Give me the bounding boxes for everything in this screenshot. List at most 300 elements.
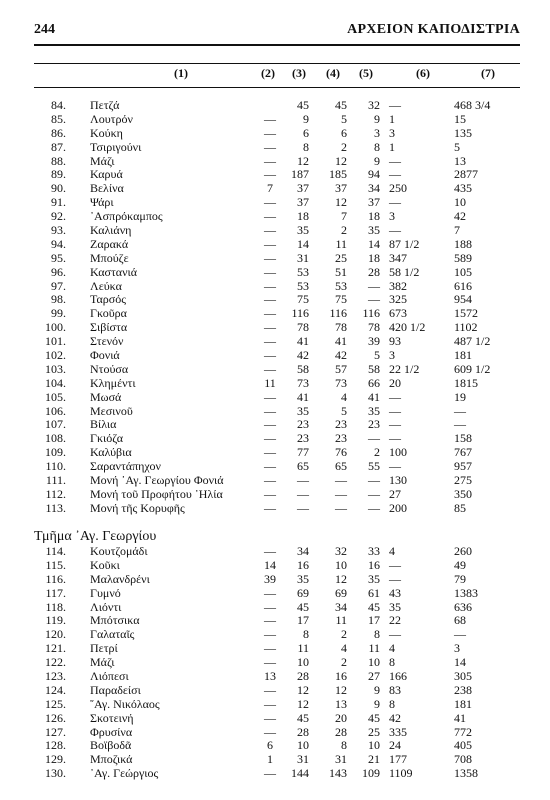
column-header-7: (7) <box>481 66 495 80</box>
place-name: Σαραντάπηχον <box>90 459 161 474</box>
cell-col-5: 34 <box>368 181 380 196</box>
cell-col-6: 382 <box>389 278 407 293</box>
cell-col-5: 10 <box>368 738 380 753</box>
row-number: 111. <box>45 473 66 488</box>
place-name: Καστανιά <box>90 264 138 279</box>
cell-col-3: 58 <box>297 361 309 376</box>
cell-col-4: — <box>335 473 347 488</box>
row-number: 105. <box>45 389 66 404</box>
table-body-section <box>34 545 520 781</box>
cell-col-5: — <box>368 500 380 515</box>
cell-col-2: — <box>264 334 276 349</box>
cell-col-7: 15 <box>454 111 466 126</box>
cell-col-6: 177 <box>389 752 407 767</box>
cell-col-7: 49 <box>454 557 466 572</box>
table-row <box>34 168 520 182</box>
cell-col-4: 57 <box>335 361 347 376</box>
cell-col-4: 53 <box>335 278 347 293</box>
row-number: 103. <box>45 361 66 376</box>
cell-col-3: 12 <box>297 696 309 711</box>
cell-col-7: 1815 <box>454 375 478 390</box>
table-row <box>34 753 520 767</box>
cell-col-7: 1102 <box>454 320 478 335</box>
table-row <box>34 739 520 753</box>
cell-col-5: 78 <box>368 320 380 335</box>
row-number: 97. <box>51 278 66 293</box>
cell-col-4: 12 <box>335 195 347 210</box>
cell-col-5: 33 <box>368 544 380 558</box>
cell-col-2: — <box>264 655 276 670</box>
cell-col-6: 1109 <box>389 766 413 781</box>
row-number: 109. <box>45 445 66 460</box>
cell-col-4: 5 <box>341 111 347 126</box>
cell-col-4: 23 <box>335 417 347 432</box>
cell-col-6: — <box>389 557 401 572</box>
cell-col-2: — <box>264 585 276 600</box>
cell-col-3: 69 <box>297 585 309 600</box>
cell-col-7: 10 <box>454 195 466 210</box>
cell-col-5: 18 <box>368 250 380 265</box>
cell-col-6: — <box>389 167 401 182</box>
cell-col-2: — <box>264 111 276 126</box>
cell-col-7: — <box>454 417 466 432</box>
cell-col-6: 4 <box>389 641 395 656</box>
cell-col-2: — <box>264 724 276 739</box>
cell-col-2: — <box>264 236 276 251</box>
cell-col-2: — <box>264 292 276 307</box>
cell-col-3: 187 <box>291 167 309 182</box>
column-header-6: (6) <box>416 66 430 80</box>
cell-col-6: 35 <box>389 599 401 614</box>
cell-col-2: 1 <box>267 752 273 767</box>
cell-col-5: 10 <box>368 655 380 670</box>
cell-col-4: 116 <box>329 306 347 321</box>
place-name: Μεσινοῦ <box>90 403 133 418</box>
row-number: 89. <box>51 167 66 182</box>
place-name: Μπούζε <box>90 250 129 265</box>
cell-col-4: 73 <box>335 375 347 390</box>
cell-col-5: — <box>368 486 380 501</box>
cell-col-4: 32 <box>335 544 347 558</box>
cell-col-3: 77 <box>297 445 309 460</box>
cell-col-4: 45 <box>335 98 347 112</box>
table-row <box>34 113 520 127</box>
cell-col-7: — <box>454 627 466 642</box>
cell-col-2: — <box>264 139 276 154</box>
cell-col-6: 3 <box>389 348 395 363</box>
table-row <box>34 238 520 252</box>
cell-col-7: 2877 <box>454 167 478 182</box>
table-row <box>34 307 520 321</box>
cell-col-2: — <box>264 627 276 642</box>
place-name: ᾿Αγ. Γεώργιος <box>90 766 159 781</box>
cell-col-7: 954 <box>454 292 472 307</box>
cell-col-6: 22 1/2 <box>389 361 420 376</box>
table-row <box>34 377 520 391</box>
place-name: Μάζι <box>90 655 115 670</box>
cell-col-6: 420 1/2 <box>389 320 426 335</box>
cell-col-7: 85 <box>454 500 466 515</box>
cell-col-2: 13 <box>264 669 276 684</box>
place-name: Μονή ᾿Αγ. Γεωργίου Φονιά <box>90 473 224 488</box>
cell-col-3: 65 <box>297 459 309 474</box>
cell-col-7: 68 <box>454 613 466 628</box>
row-number: 108. <box>45 431 66 446</box>
cell-col-3: 18 <box>297 209 309 224</box>
row-number: 126. <box>45 710 66 725</box>
cell-col-5: — <box>368 278 380 293</box>
place-name: Καλιάνη <box>90 223 132 238</box>
column-header-rule-top <box>34 63 520 64</box>
cell-col-4: — <box>335 500 347 515</box>
row-number: 106. <box>45 403 66 418</box>
cell-col-6: 8 <box>389 696 395 711</box>
cell-col-4: 23 <box>335 431 347 446</box>
cell-col-7: 636 <box>454 599 472 614</box>
table-row <box>34 460 520 474</box>
row-number: 98. <box>51 292 66 307</box>
cell-col-6: — <box>389 431 401 446</box>
cell-col-7: — <box>454 403 466 418</box>
column-header-3: (3) <box>292 66 306 80</box>
cell-col-3: 37 <box>297 195 309 210</box>
column-header-rule-bottom <box>34 87 520 88</box>
cell-col-4: 2 <box>341 627 347 642</box>
row-number: 124. <box>45 682 66 697</box>
cell-col-7: 158 <box>454 431 472 446</box>
place-name: Ψάρι <box>90 195 114 210</box>
cell-col-7: 589 <box>454 250 472 265</box>
cell-col-5: 35 <box>368 403 380 418</box>
table-row <box>34 432 520 446</box>
cell-col-5: 9 <box>374 111 380 126</box>
row-number: 125. <box>45 696 66 711</box>
place-name: Σιβίστα <box>90 320 128 335</box>
cell-col-2: — <box>264 306 276 321</box>
row-number: 115. <box>45 557 66 572</box>
place-name: Παραδείσι <box>90 682 141 697</box>
cell-col-4: 4 <box>341 389 347 404</box>
cell-col-2: — <box>264 417 276 432</box>
cell-col-3: 53 <box>297 264 309 279</box>
cell-col-3: 28 <box>297 724 309 739</box>
cell-col-3: — <box>297 486 309 501</box>
cell-col-3: 78 <box>297 320 309 335</box>
cell-col-3: 41 <box>297 334 309 349</box>
cell-col-6: 3 <box>389 125 395 140</box>
cell-col-7: 13 <box>454 153 466 168</box>
cell-col-6: 58 1/2 <box>389 264 420 279</box>
cell-col-6: 43 <box>389 585 401 600</box>
cell-col-2: — <box>264 125 276 140</box>
place-name: Κλημέντι <box>90 375 136 390</box>
cell-col-5: 8 <box>374 627 380 642</box>
cell-col-3: 45 <box>297 710 309 725</box>
cell-col-2: 14 <box>264 557 276 572</box>
cell-col-4: 12 <box>335 682 347 697</box>
table-row <box>34 601 520 615</box>
cell-col-7: 957 <box>454 459 472 474</box>
cell-col-5: 27 <box>368 669 380 684</box>
cell-col-4: — <box>335 486 347 501</box>
cell-col-2: 7 <box>267 181 273 196</box>
row-number: 113. <box>45 500 66 515</box>
cell-col-4: 37 <box>335 181 347 196</box>
cell-col-2: 6 <box>267 738 273 753</box>
cell-col-3: 23 <box>297 431 309 446</box>
place-name: ῞Αγ. Νικόλαος <box>90 696 160 711</box>
cell-col-5: 23 <box>368 417 380 432</box>
table-row <box>34 656 520 670</box>
cell-col-3: 41 <box>297 389 309 404</box>
place-name: Ταρσός <box>90 292 126 307</box>
cell-col-4: 78 <box>335 320 347 335</box>
cell-col-3: 23 <box>297 417 309 432</box>
header-rule <box>34 44 520 46</box>
cell-col-5: 9 <box>374 696 380 711</box>
place-name: Καρυά <box>90 167 123 182</box>
place-name: Λιόντι <box>90 599 122 614</box>
cell-col-3: — <box>297 473 309 488</box>
place-name: Κοῦκι <box>90 557 120 572</box>
table-row <box>34 573 520 587</box>
place-name: Μονή τοῦ Προφήτου ᾿Ηλία <box>90 486 223 501</box>
cell-col-5: 61 <box>368 585 380 600</box>
table-row <box>34 182 520 196</box>
place-name: Βοϊβοδᾶ <box>90 738 132 753</box>
column-header-4: (4) <box>326 66 340 80</box>
cell-col-3: 35 <box>297 571 309 586</box>
cell-col-3: 45 <box>297 599 309 614</box>
cell-col-5: — <box>368 431 380 446</box>
cell-col-3: 6 <box>303 125 309 140</box>
cell-col-3: 53 <box>297 278 309 293</box>
cell-col-2: — <box>264 682 276 697</box>
cell-col-4: 65 <box>335 459 347 474</box>
cell-col-6: 347 <box>389 250 407 265</box>
table-row <box>34 726 520 740</box>
cell-col-5: 9 <box>374 682 380 697</box>
cell-col-5: 9 <box>374 153 380 168</box>
cell-col-6: 8 <box>389 655 395 670</box>
cell-col-5: 35 <box>368 571 380 586</box>
cell-col-7: 305 <box>454 669 472 684</box>
cell-col-4: 20 <box>335 710 347 725</box>
cell-col-6: 83 <box>389 682 401 697</box>
cell-col-2: — <box>264 445 276 460</box>
cell-col-6: 20 <box>389 375 401 390</box>
table-row <box>34 266 520 280</box>
cell-col-3: 12 <box>297 153 309 168</box>
cell-col-2: — <box>264 500 276 515</box>
cell-col-4: 13 <box>335 696 347 711</box>
cell-col-4: 185 <box>329 167 347 182</box>
cell-col-5: 11 <box>368 641 380 656</box>
table-row <box>34 712 520 726</box>
cell-col-7: 609 1/2 <box>454 361 491 376</box>
cell-col-2: — <box>264 361 276 376</box>
row-number: 87. <box>51 139 66 154</box>
row-number: 119. <box>45 613 66 628</box>
place-name: Στενόν <box>90 334 124 349</box>
cell-col-6: — <box>389 98 401 112</box>
cell-col-5: 32 <box>368 98 380 112</box>
column-header-5: (5) <box>359 66 373 80</box>
cell-col-3: 31 <box>297 250 309 265</box>
table-row <box>34 767 520 781</box>
row-number: 122. <box>45 655 66 670</box>
cell-col-5: 28 <box>368 264 380 279</box>
cell-col-2: — <box>264 348 276 363</box>
cell-col-2: — <box>264 766 276 781</box>
cell-col-5: 109 <box>362 766 380 781</box>
table-row <box>34 224 520 238</box>
cell-col-4: 2 <box>341 223 347 238</box>
table-row <box>34 99 520 113</box>
cell-col-3: 34 <box>297 544 309 558</box>
cell-col-3: 144 <box>291 766 309 781</box>
row-number: 91. <box>51 195 66 210</box>
cell-col-5: 16 <box>368 557 380 572</box>
cell-col-2: — <box>264 389 276 404</box>
cell-col-6: 42 <box>389 710 401 725</box>
cell-col-2: — <box>264 153 276 168</box>
cell-col-6: 130 <box>389 473 407 488</box>
cell-col-2: — <box>264 320 276 335</box>
page-number: 244 <box>34 22 55 37</box>
cell-col-2: — <box>264 250 276 265</box>
place-name: Γκιόζα <box>90 431 124 446</box>
cell-col-6: 325 <box>389 292 407 307</box>
row-number: 84. <box>51 98 66 112</box>
cell-col-7: 135 <box>454 125 472 140</box>
cell-col-5: 45 <box>368 710 380 725</box>
cell-col-7: 41 <box>454 710 466 725</box>
row-number: 112. <box>45 486 66 501</box>
cell-col-3: 28 <box>297 669 309 684</box>
cell-col-3: 35 <box>297 403 309 418</box>
cell-col-4: 51 <box>335 264 347 279</box>
cell-col-2: — <box>264 641 276 656</box>
place-name: Ζαρακά <box>90 236 129 251</box>
row-number: 118. <box>45 599 66 614</box>
cell-col-7: 105 <box>454 264 472 279</box>
cell-col-4: 76 <box>335 445 347 460</box>
row-number: 102. <box>45 348 66 363</box>
place-name: Πετρί <box>90 641 118 656</box>
cell-col-7: 19 <box>454 389 466 404</box>
table-row <box>34 293 520 307</box>
cell-col-3: 37 <box>297 181 309 196</box>
place-name: ᾿Ασπρόκαμπος <box>90 209 163 224</box>
cell-col-6: 1 <box>389 111 395 126</box>
table-row <box>34 502 520 516</box>
cell-col-7: 350 <box>454 486 472 501</box>
table-row <box>34 196 520 210</box>
cell-col-7: 14 <box>454 655 466 670</box>
row-number: 92. <box>51 209 66 224</box>
cell-col-2: — <box>264 431 276 446</box>
table-row <box>34 418 520 432</box>
cell-col-3: 9 <box>303 111 309 126</box>
cell-col-2: — <box>264 473 276 488</box>
row-number: 96. <box>51 264 66 279</box>
place-name: Καλύβια <box>90 445 132 460</box>
cell-col-6: — <box>389 417 401 432</box>
cell-col-4: 69 <box>335 585 347 600</box>
place-name: Λεύκα <box>90 278 122 293</box>
cell-col-5: 55 <box>368 459 380 474</box>
cell-col-3: 11 <box>297 641 309 656</box>
cell-col-6: 22 <box>389 613 401 628</box>
section-heading: Τμῆμα ᾿Αγ. Γεωργίου <box>34 529 157 544</box>
place-name: Φρυσίνα <box>90 724 133 739</box>
table-row <box>34 363 520 377</box>
place-name: Λουτρόν <box>90 111 133 126</box>
cell-col-4: 16 <box>335 669 347 684</box>
cell-col-2: — <box>264 167 276 182</box>
table-row <box>34 335 520 349</box>
column-header-1: (1) <box>174 66 188 80</box>
table-row <box>34 474 520 488</box>
table-row <box>34 155 520 169</box>
cell-col-7: 405 <box>454 738 472 753</box>
cell-col-5: — <box>368 292 380 307</box>
cell-col-7: 42 <box>454 209 466 224</box>
place-name: Γυμνό <box>90 585 121 600</box>
table-row <box>34 488 520 502</box>
cell-col-7: 772 <box>454 724 472 739</box>
cell-col-4: 28 <box>335 724 347 739</box>
cell-col-5: 18 <box>368 209 380 224</box>
cell-col-2: — <box>264 403 276 418</box>
cell-col-6: — <box>389 459 401 474</box>
cell-col-3: 8 <box>303 139 309 154</box>
cell-col-7: 5 <box>454 139 460 154</box>
cell-col-3: 8 <box>303 627 309 642</box>
table-row <box>34 321 520 335</box>
cell-col-3: 17 <box>297 613 309 628</box>
cell-col-5: 45 <box>368 599 380 614</box>
place-name: Μωσά <box>90 389 122 404</box>
cell-col-3: 31 <box>297 752 309 767</box>
row-number: 86. <box>51 125 66 140</box>
cell-col-5: 3 <box>374 125 380 140</box>
place-name: Βελίνα <box>90 181 124 196</box>
cell-col-5: 116 <box>362 306 380 321</box>
row-number: 101. <box>45 334 66 349</box>
cell-col-4: 2 <box>341 139 347 154</box>
cell-col-5: — <box>368 473 380 488</box>
cell-col-6: 4 <box>389 544 395 558</box>
row-number: 100. <box>45 320 66 335</box>
row-number: 85. <box>51 111 66 126</box>
row-number: 127. <box>45 724 66 739</box>
place-name: Πετζά <box>90 98 120 112</box>
cell-col-6: 24 <box>389 738 401 753</box>
cell-col-7: 181 <box>454 696 472 711</box>
table-row <box>34 559 520 573</box>
cell-col-2: — <box>264 459 276 474</box>
table-row <box>34 349 520 363</box>
table-row <box>34 670 520 684</box>
cell-col-3: 75 <box>297 292 309 307</box>
row-number: 88. <box>51 153 66 168</box>
table-row <box>34 614 520 628</box>
row-number: 104. <box>45 375 66 390</box>
table-row <box>34 446 520 460</box>
cell-col-7: 3 <box>454 641 460 656</box>
